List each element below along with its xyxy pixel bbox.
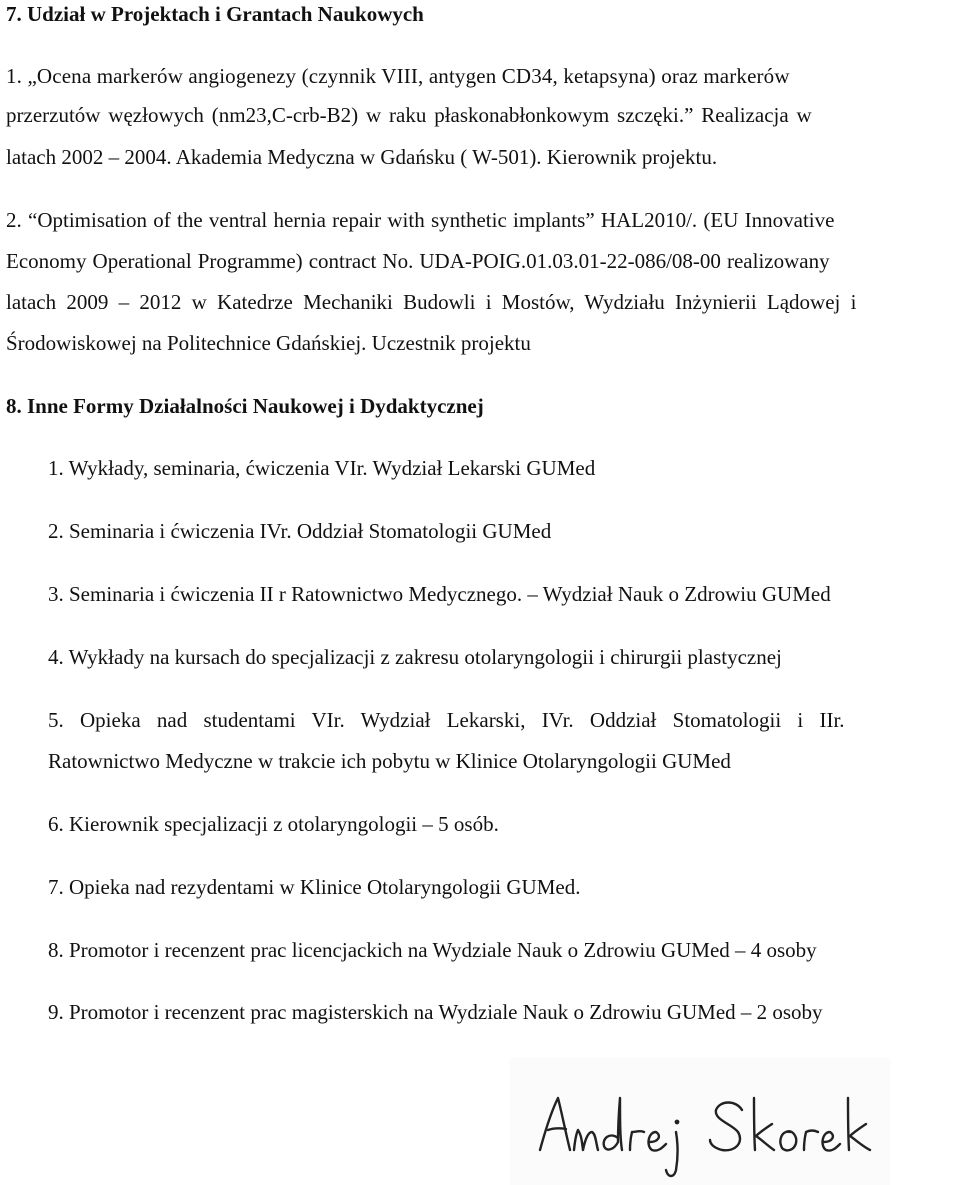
- activity-item-4: 4. Wykłady na kursach do specjalizacji z zakresu otolaryngologii i chirurgii plastycznej: [48, 645, 782, 669]
- section-8-heading: 8. Inne Formy Działalności Naukowej i Dydaktycznej: [6, 394, 484, 418]
- activity-item-3: 3. Seminaria i ćwiczenia II r Ratownictwo Medycznego. – Wydział Nauk o Zdrowiu GUMed: [48, 582, 831, 606]
- activity-item-5-line-1: 5. Opieka nad studentami VIr. Wydział Lekarski, IVr. Oddział Stomatologii i IIr.: [48, 708, 845, 732]
- project-2-line-4: Środowiskowej na Politechnice Gdańskiej. Uczestnik projektu: [6, 331, 531, 355]
- activity-item-5-line-2: Ratownictwo Medyczne w trakcie ich pobytu w Klinice Otolaryngologii GUMed: [48, 749, 731, 773]
- signature-drawing: [510, 1058, 890, 1185]
- section-7-heading: 7. Udział w Projektach i Grantach Naukowych: [6, 2, 424, 26]
- activity-item-2: 2. Seminaria i ćwiczenia IVr. Oddział Stomatologii GUMed: [48, 519, 552, 543]
- activity-item-8: 8. Promotor i recenzent prac licencjackich na Wydziale Nauk o Zdrowiu GUMed – 4 osoby: [48, 938, 817, 962]
- project-1-line-2: przerzutów węzłowych (nm23,C-crb-B2) w raku płaskonabłonkowym szczęki.” Realizacja w: [6, 103, 812, 127]
- project-1-line-1: 1. „Ocena markerów angiogenezy (czynnik VIII, antygen CD34, ketapsyna) oraz markerów: [6, 64, 790, 88]
- project-2-line-1: 2. “Optimisation of the ventral hernia repair with synthetic implants” HAL2010/. (EU Innovative: [6, 208, 835, 232]
- activity-item-7: 7. Opieka nad rezydentami w Klinice Otolaryngologii GUMed.: [48, 875, 581, 899]
- activity-item-6: 6. Kierownik specjalizacji z otolaryngologii – 5 osób.: [48, 812, 499, 836]
- activity-item-9: 9. Promotor i recenzent prac magisterskich na Wydziale Nauk o Zdrowiu GUMed – 2 osoby: [48, 1000, 823, 1024]
- project-2-line-2: Economy Operational Programme) contract No. UDA-POIG.01.03.01-22-086/08-00 realizowany: [6, 249, 830, 273]
- project-1-line-3: latach 2002 – 2004. Akademia Medyczna w Gdańsku ( W-501). Kierownik projektu.: [6, 145, 718, 169]
- signature-image: [510, 1058, 890, 1185]
- project-2-line-3: latach 2009 – 2012 w Katedrze Mechaniki Budowli i Mostów, Wydziału Inżynierii Lądowej i: [6, 290, 857, 314]
- activity-item-1: 1. Wykłady, seminaria, ćwiczenia VIr. Wydział Lekarski GUMed: [48, 456, 596, 480]
